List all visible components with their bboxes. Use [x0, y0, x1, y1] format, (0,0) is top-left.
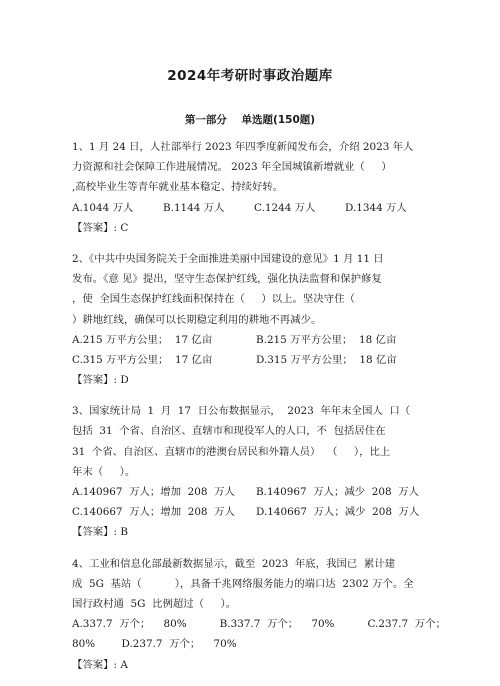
- option-b: B.140967 万人；减少 208 万人: [256, 486, 419, 498]
- options-line: 80% D.237.7 万个； 70%: [72, 638, 237, 651]
- options-row: [72, 198, 437, 218]
- question-text-line: 2、《中共中央国务院关于全面推进美丽中国建设的意见》1 月 11 日: [72, 252, 384, 265]
- option-a: A.1044 万人: [72, 201, 134, 214]
- answer-line: 【答案】: D: [72, 374, 129, 387]
- option-b: B.1144 万人: [163, 201, 225, 214]
- question-text-line: 3、国家统计局 1 月 17 日公布数据显示， 2023 年年末全国人 口（: [72, 405, 411, 418]
- question-text-line: 包括 31 个省、自治区、直辖市和现役军人的人口，不 包括居住在: [72, 425, 386, 438]
- answer-line: 【答案】: C: [72, 221, 129, 234]
- question-text-line: 发布。《意 见》提出，坚守生态保护红线，强化执法监督和保护修复: [72, 273, 382, 286]
- question-text-line: 年末（ ）。: [72, 465, 136, 478]
- option-d: D.315 万平方公里； 18 亿亩: [256, 353, 397, 366]
- options-row: [72, 502, 437, 522]
- option-d: D.1344 万人: [345, 201, 407, 214]
- option-c: C.315 万平方公里； 17 亿亩: [72, 353, 213, 366]
- options-row: [72, 330, 437, 350]
- options-line: A.337.7 万个； 80% B.337.7 万个； 70% C.237.7 万个；: [72, 618, 446, 631]
- options-row: [72, 482, 437, 502]
- option-a: A.140967 万人；增加 208 万人: [72, 486, 235, 498]
- question-text-line: 1、1 月 24 日，人社部举行 2023 年四季度新闻发布会，介绍 2023 年人: [72, 141, 414, 153]
- answer-line: 【答案】: A: [72, 658, 128, 671]
- option-d: D.140667 万人；减少 208 万人: [256, 506, 420, 519]
- document-title: 2024年考研时事政治题库: [167, 68, 333, 84]
- option-c: C.1244 万人: [254, 201, 316, 214]
- answer-line: 【答案】: B: [72, 526, 129, 539]
- question-1: [72, 137, 437, 238]
- question-text-line: 4、工业和信息化部最新数据显示，截至 2023 年底，我国已 累计建: [72, 557, 396, 570]
- section-title: 第一部分 单选题(150题): [184, 114, 316, 126]
- question-text-line: 国行政村通 5G 比例超过（ ）。: [72, 597, 237, 610]
- option-c: C.140667 万人；增加 208 万人: [72, 506, 235, 519]
- question-2: [72, 249, 437, 390]
- question-text-line: 31 个省、自治区、直辖市的港澳台居民和外籍人员） （ ），比上: [72, 445, 391, 458]
- question-text-line: ，使 全国生态保护红线面积保持在（ ）以上。坚决守住（: [72, 293, 355, 306]
- question-text-line: 力资源和社会保障工作进展情况。 2023 年全国城镇新增就业（ ）: [72, 161, 392, 174]
- question-list: [72, 137, 446, 686]
- options-row: [72, 350, 437, 370]
- question-text-line: 成 5G 基站（ ），具备千兆网络服务能力的端口达 2302 万个。全: [72, 577, 414, 590]
- option-a: A.215 万平方公里； 17 亿亩: [72, 333, 213, 346]
- question-text-line: ）耕地红线，确保可以长期稳定利用的耕地不再减少。: [72, 313, 322, 326]
- question-3: [72, 401, 437, 542]
- question-text-line: ,高校毕业生等青年就业基本稳定、持续好转。: [72, 181, 284, 194]
- question-4: [72, 554, 446, 675]
- option-b: B.215 万平方公里； 18 亿亩: [256, 333, 397, 346]
